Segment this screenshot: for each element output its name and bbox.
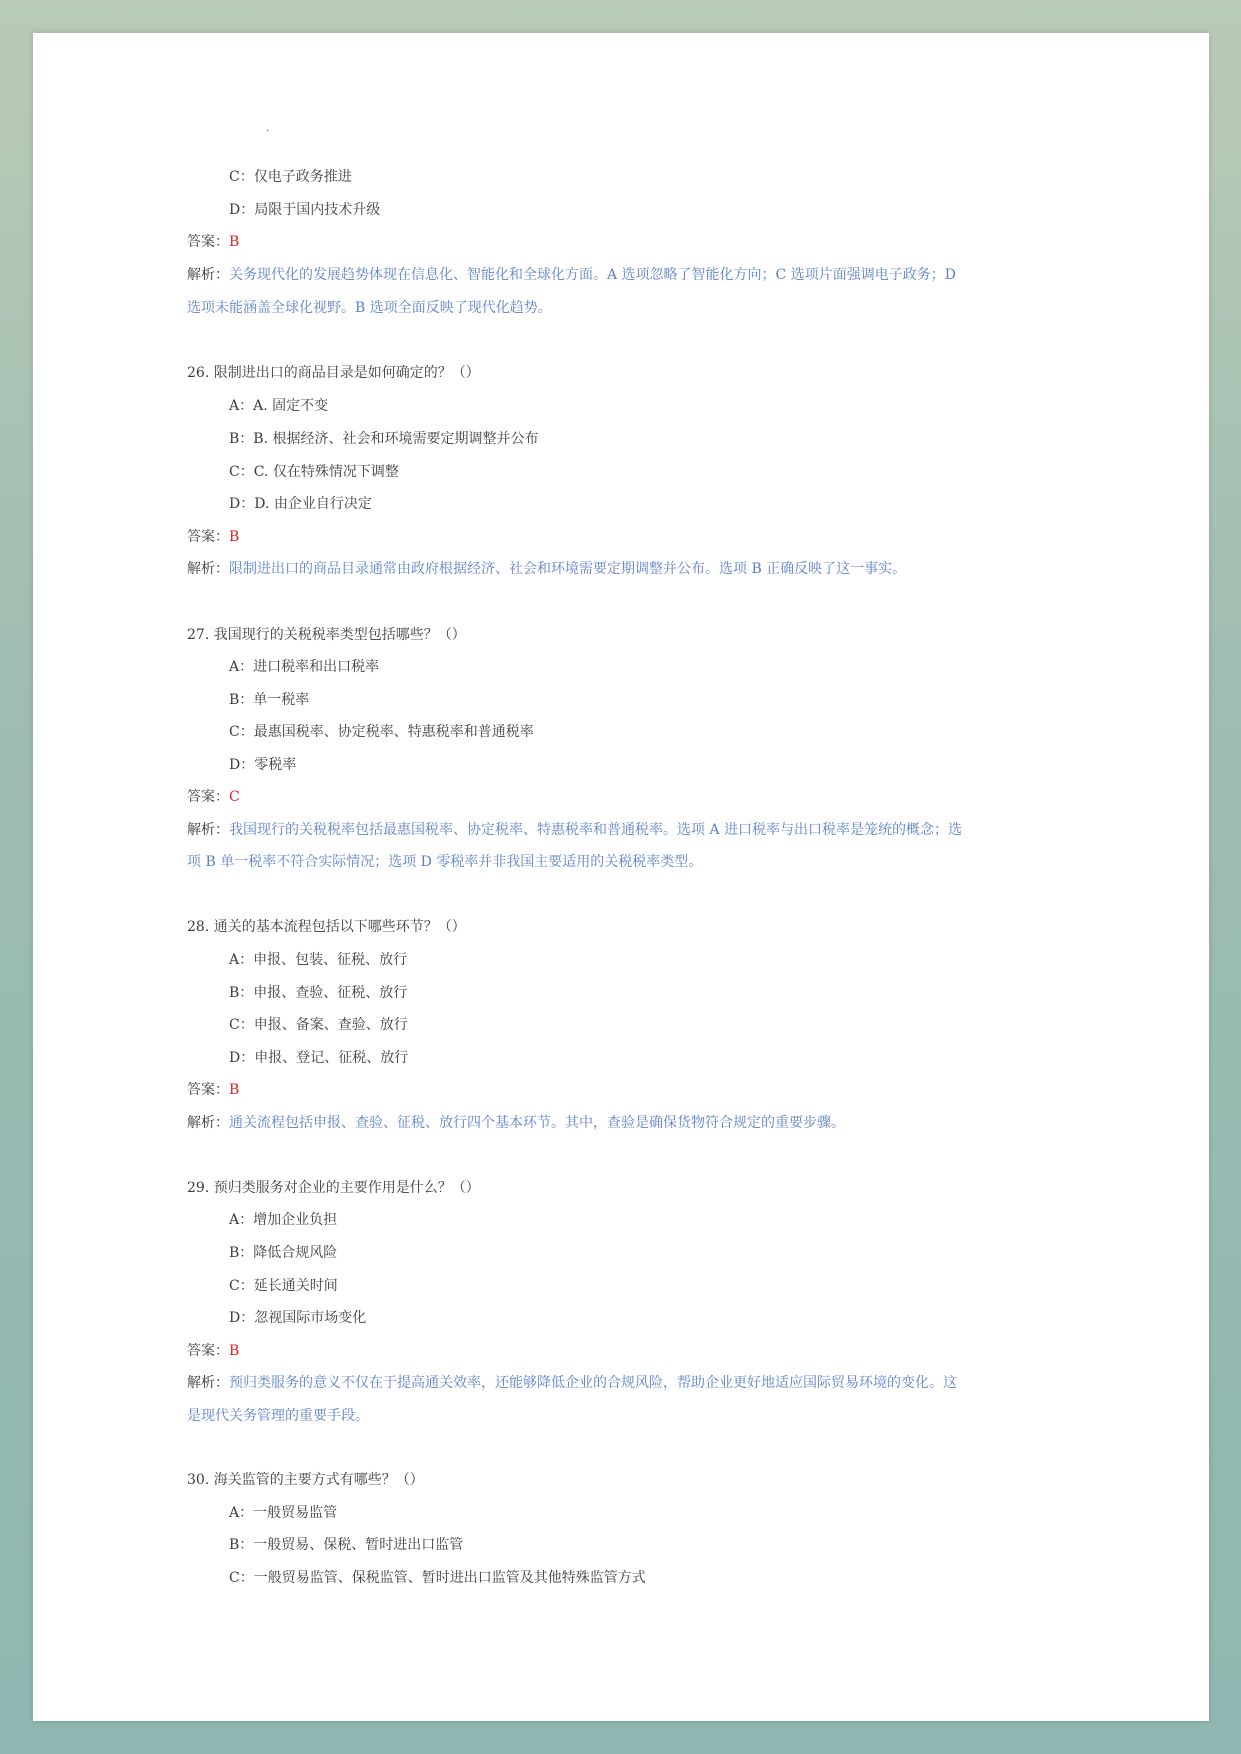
answer-value: B (229, 234, 240, 250)
explanation-label: 解析： (187, 1115, 229, 1131)
q26-answer-value: B (229, 529, 240, 545)
answer-label: 答案： (187, 1082, 229, 1098)
q29-explanation (187, 1373, 957, 1393)
q27-explanation-text: 我国现行的关税税率包括最惠国税率、协定税率、特惠税率和普通税率。选项 A 进口税率与出口税率是笼统的概念；选 (229, 822, 963, 838)
question-28: 28. 通关的基本流程包括以下哪些环节？（） (187, 919, 466, 935)
q27-option-b: B：单一税率 (229, 692, 310, 708)
q29-explanation-cont: 是现代关务管理的重要手段。 (187, 1408, 369, 1424)
q28-explanation-text: 通关流程包括申报、查验、征税、放行四个基本环节。其中，查验是确保货物符合规定的重要步骤。 (229, 1115, 845, 1131)
q28-answer-value: B (229, 1082, 240, 1098)
q26-explanation (187, 559, 906, 579)
q28-option-c: C：申报、备案、查验、放行 (229, 1017, 408, 1033)
question-27: 27. 我国现行的关税税率类型包括哪些？（） (187, 627, 466, 643)
q30-option-a: A：一般贸易监管 (229, 1505, 338, 1521)
question-29: 29. 预归类服务对企业的主要作用是什么？（） (187, 1180, 480, 1196)
q28-explanation (187, 1113, 845, 1133)
q29-answer-value: B (229, 1343, 240, 1359)
q29-explanation-text: 预归类服务的意义不仅在于提高通关效率，还能够降低企业的合规风险，帮助企业更好地适应国际贸易环境的变化。这 (229, 1375, 957, 1391)
option-d: D：局限于国内技术升级 (229, 202, 381, 218)
answer-label: 答案： (187, 234, 229, 250)
q29-answer-line (187, 1341, 239, 1361)
q26-option-c: C：C. 仅在特殊情况下调整 (229, 464, 399, 480)
q26-option-a: A：A. 固定不变 (229, 398, 329, 414)
q26-explanation-text: 限制进出口的商品目录通常由政府根据经济、社会和环境需要定期调整并公布。选项 B 正确反映了这一事实。 (229, 561, 907, 577)
q26-option-d: D：D. 由企业自行决定 (229, 496, 372, 512)
q27-answer-line (187, 787, 240, 807)
q27-option-d: D：零税率 (229, 757, 297, 773)
explanation-label: 解析： (187, 822, 229, 838)
explanation-text: 关务现代化的发展趋势体现在信息化、智能化和全球化方面。A 选项忽略了智能化方向；C 选项片面强调电子政务；D (229, 267, 956, 283)
q27-answer-value: C (229, 789, 240, 805)
explanation-label: 解析： (187, 1375, 229, 1391)
explanation-label: 解析： (187, 267, 229, 283)
q27-option-a: A：进口税率和出口税率 (229, 659, 380, 675)
q27-explanation (187, 820, 962, 840)
explanation-text-cont: 选项未能涵盖全球化视野。B 选项全面反映了现代化趋势。 (187, 300, 552, 316)
q29-option-a: A：增加企业负担 (229, 1212, 338, 1228)
q27-option-c: C：最惠国税率、协定税率、特惠税率和普通税率 (229, 724, 534, 740)
q29-option-d: D：忽视国际市场变化 (229, 1310, 367, 1326)
answer-label: 答案： (187, 789, 229, 805)
q28-answer-line (187, 1080, 239, 1100)
document-page (33, 33, 1209, 1721)
q26-answer-line (187, 527, 239, 547)
q28-option-d: D：申报、登记、征税、放行 (229, 1050, 409, 1066)
answer-line (187, 232, 239, 252)
q26-option-b: B：B. 根据经济、社会和环境需要定期调整并公布 (229, 431, 539, 447)
q29-option-b: B：降低合规风险 (229, 1245, 338, 1261)
q29-option-c: C：延长通关时间 (229, 1278, 338, 1294)
explanation-label: 解析： (187, 561, 229, 577)
q30-option-c: C：一般贸易监管、保税监管、暂时进出口监管及其他特殊监管方式 (229, 1570, 646, 1586)
q28-option-a: A：申报、包装、征税、放行 (229, 952, 408, 968)
question-30: 30. 海关监管的主要方式有哪些？（） (187, 1472, 424, 1488)
q28-option-b: B：申报、查验、征税、放行 (229, 985, 408, 1001)
answer-label: 答案： (187, 1343, 229, 1359)
option-c: C：仅电子政务推进 (229, 169, 352, 185)
q27-explanation-cont: 项 B 单一税率不符合实际情况；选项 D 零税率并非我国主要适用的关税税率类型。 (187, 854, 703, 870)
top-mark: . (266, 123, 270, 134)
explanation-line (187, 265, 956, 285)
question-26: 26. 限制进出口的商品目录是如何确定的？（） (187, 365, 480, 381)
q30-option-b: B：一般贸易、保税、暂时进出口监管 (229, 1537, 464, 1553)
answer-label: 答案： (187, 529, 229, 545)
